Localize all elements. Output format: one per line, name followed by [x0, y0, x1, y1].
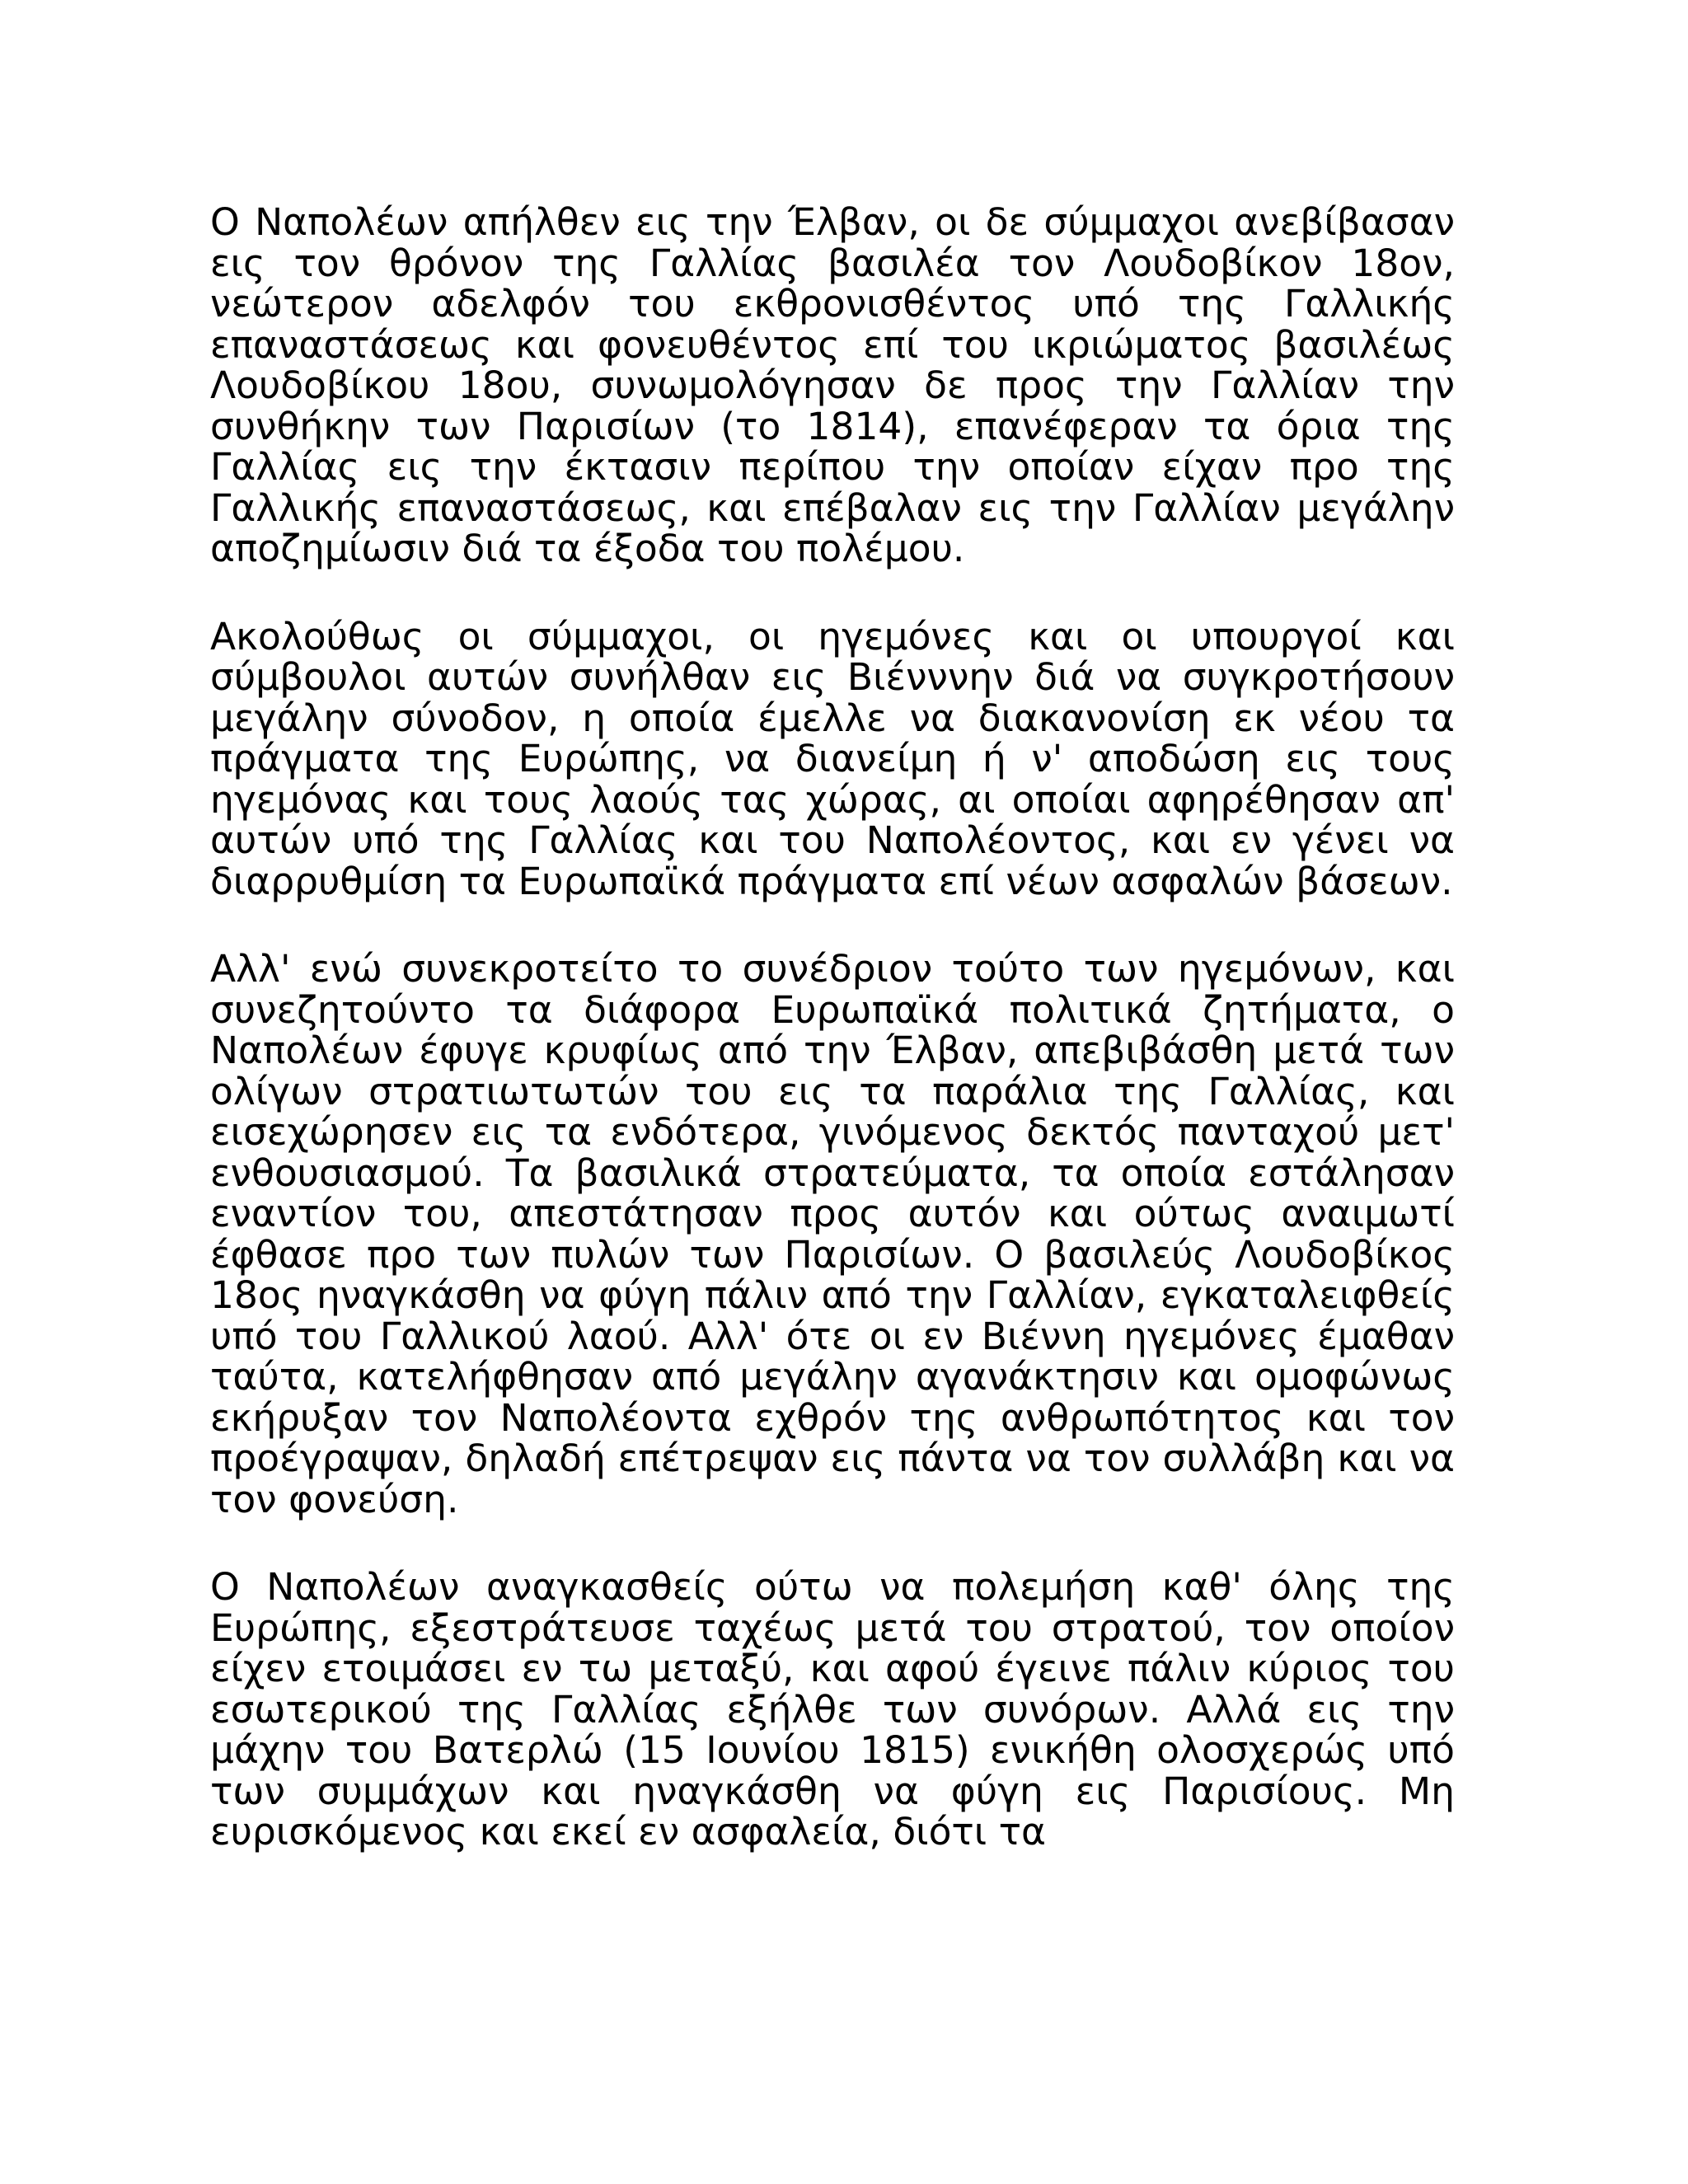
paragraph: Ακολούθως οι σύμμαχοι, οι ηγεμόνες και οι υπουργοί και σύμβουλοι αυτών συνήλθαν εις Βιένννην διά να συγκροτήσουν μεγάλην σύνοδον, η οποία έμελλε να διακανονίση εκ νέου τα πράγματα της Ευρώπης, να διανείμη ή ν' αποδώση εις τους ηγεμόνας και τους λαούς τας χώρας, αι οποίαι αφηρέθησαν απ' αυτών υπό της Γαλλίας και του Ναπολέοντος, και εν γένει να διαρρυθμίση τα Ευρωπαϊκά πράγματα επί νέων ασφαλών βάσεων.: [210, 614, 1455, 903]
document-page: [210, 202, 1455, 1853]
paragraph: Αλλ' ενώ συνεκροτείτο το συνέδριον τούτο των ηγεμόνων, και συνεζητούντο τα διάφορα Ευρωπαϊκά πολιτικά ζητήματα, ο Ναπολέων έφυγε κρυφίως από την Έλβαν, απεβιβάσθη μετά των ολίγων στρατιωτωτών του εις τα παράλια της Γαλλίας, και εισεχώρησεν εις τα ενδότερα, γινόμενος δεκτός πανταχού μετ' ενθουσιασμού. Τα βασιλικά στρατεύματα, τα οποία εστάλησαν εναντίον του, απεστάτησαν προς αυτόν και ούτως αναιμωτί έφθασε προ των πυλών των Παρισίων. Ο βασιλεύς Λουδοβίκος 18ος ηναγκάσθη να φύγη πάλιν από την Γαλλίαν, εγκαταλειφθείς υπό του Γαλλικού λαού. Αλλ' ότε οι εν Βιέννη ηγεμόνες έμαθαν ταύτα, κατελήφθησαν από μεγάλην αγανάκτησιν και ομοφώνως εκήρυξαν τον Ναπολέοντα εχθρόν της ανθρωπότητος και τον προέγραψαν, δηλαδή επέτρεψαν εις πάντα να τον συλλάβη και να τον φονεύση.: [210, 947, 1455, 1521]
paragraph: Ο Ναπολέων απήλθεν εις την Έλβαν, οι δε σύμμαχοι ανεβίβασαν εις τον θρόνον της Γαλλίας βασιλέα τον Λουδοβίκον 18ον, νεώτερον αδελφόν του εκθρονισθέντος υπό της Γαλλικής επαναστάσεως και φονευθέντος επί του ικριώματος βασιλέως Λουδοβίκου 18ου, συνωμολόγησαν δε προς την Γαλλίαν την συνθήκην των Παρισίων (το 1814), επανέφεραν τα όρια της Γαλλίας εις την έκτασιν περίπου την οποίαν είχαν προ της Γαλλικής επαναστάσεως, και επέβαλαν εις την Γαλλίαν μεγάλην αποζημίωσιν διά τα έξοδα του πολέμου.: [210, 200, 1455, 570]
paragraph: Ο Ναπολέων αναγκασθείς ούτω να πολεμήση καθ' όλης της Ευρώπης, εξεστράτευσε ταχέως μετά του στρατού, τον οποίον είχεν ετοιμάσει εν τω μεταξύ, και αφού έγεινε πάλιν κύριος του εσωτερικού της Γαλλίας εξήλθε των συνόρων. Αλλά εις την μάχην του Βατερλώ (15 Ιουνίου 1815) ενικήθη ολοσχερώς υπό των συμμάχων και ηναγκάσθη να φύγη εις Παρισίους. Μη ευρισκόμενος και εκεί εν ασφαλεία, διότι τα: [210, 1565, 1455, 1854]
